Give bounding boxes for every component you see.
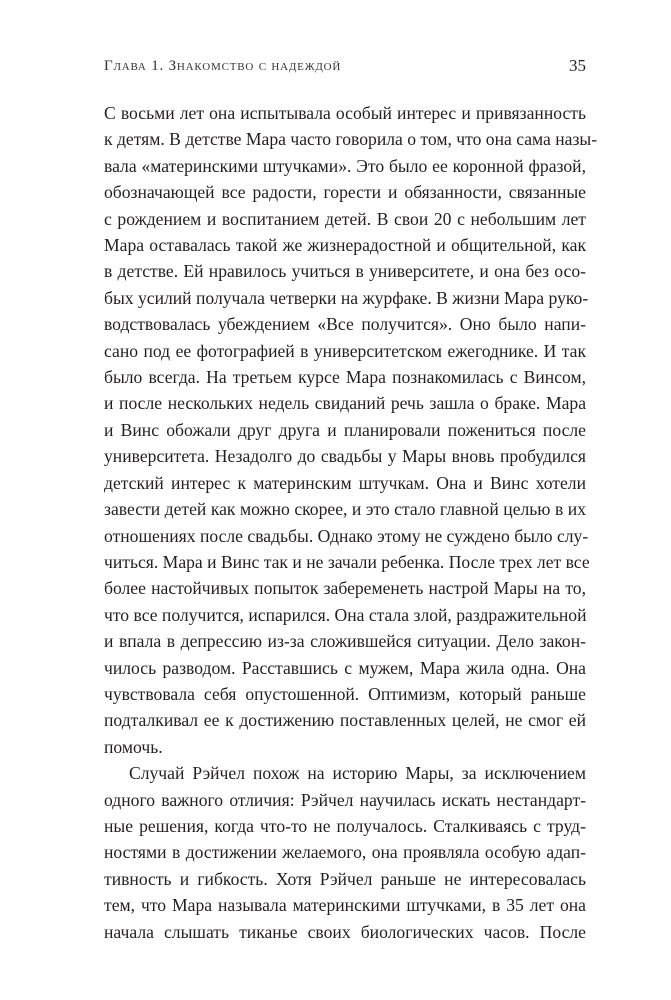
text-line: завести детей как можно скорее, и это стало главной целью в их [104,499,586,520]
text-line: подталкивал ее к достижению поставленных целей, не смог ей [104,710,586,731]
body-text [104,100,598,945]
text-line: тивность и гибкость. Хотя Рэйчел раньше не интересовалась [104,868,586,889]
text-line: ные решения, когда что-то не получалось. Сталкиваясь с труд- [104,815,586,836]
text-line: Случай Рэйчел похож на историю Мары, за исключением [129,763,586,784]
text-line: бых усилий получала четверки на журфаке. В жизни Мара руко- [104,287,589,308]
text-line: Мара оставалась такой же жизнерадостной и общительной, как [104,235,586,256]
running-head [104,58,586,84]
text-line: ностями в достижении желаемого, она проявляла особую адап- [104,842,586,863]
text-line: и после нескольких недель свиданий речь зашла о браке. Мара [104,393,586,414]
text-line: отношениях после свадьбы. Однако этому не суждено было слу- [104,525,589,546]
text-line: водствовалась убеждением «Все получится». Оно было напи- [104,314,586,335]
text-line: помочь. [104,736,163,757]
text-line: читься. Мара и Винс так и не зачали ребенка. После трех лет все [104,551,590,572]
chapter-title: Глава 1. Знакомство с надеждой [104,58,342,74]
text-line: одного важного отличия: Рэйчел научилась искать нестандарт- [104,789,586,810]
text-line: С восьми лет она испытывала особый интерес и привязанность [104,103,586,123]
text-line: было всегда. На третьем курсе Мара познакомилась с Винсом, [104,367,586,388]
text-line: начала слышать тиканье своих биологических часов. После [104,921,586,942]
text-line: и Винс обожали друг друга и планировали пожениться после [104,419,586,440]
text-line: вала «материнскими штучками». Это было ее коронной фразой, [104,155,586,176]
text-line: с рождением и воспитанием детей. В свои 20 с небольшим лет [104,208,586,229]
text-line: чилось разводом. Расставшись с мужем, Мара жила одна. Она [104,657,586,678]
text-line: в детстве. Ей нравилось учиться в университете, и она без осо- [104,261,586,282]
text-line: и впала в депрессию из-за сложившейся ситуации. Дело закон- [104,631,586,652]
text-line: детский интерес к материнским штучкам. Она и Винс хотели [104,472,586,493]
text-line: чувствовала себя опустошенной. Оптимизм, который раньше [104,683,586,704]
text-line: обозначающей все радости, горести и обязанности, связанные [104,182,586,203]
text-line: что все получится, испарился. Она стала злой, раздражительной [104,604,587,625]
text-line: тем, что Мара называла материнскими штучками, в 35 лет она [104,895,586,916]
paragraph-mara [104,100,598,760]
page-number: 35 [569,56,586,75]
text-line: к детям. В детстве Мара часто говорила о том, что она сама назы- [104,129,598,150]
text-line: более настойчивых попыток забеременеть настрой Мары на то, [104,578,586,599]
text-line: университета. Незадолго до свадьбы у Мары вновь пробудился [104,446,586,467]
paragraph-rachel [104,760,586,945]
text-line: сано под ее фотографией в университетском ежегоднике. И так [104,340,586,361]
